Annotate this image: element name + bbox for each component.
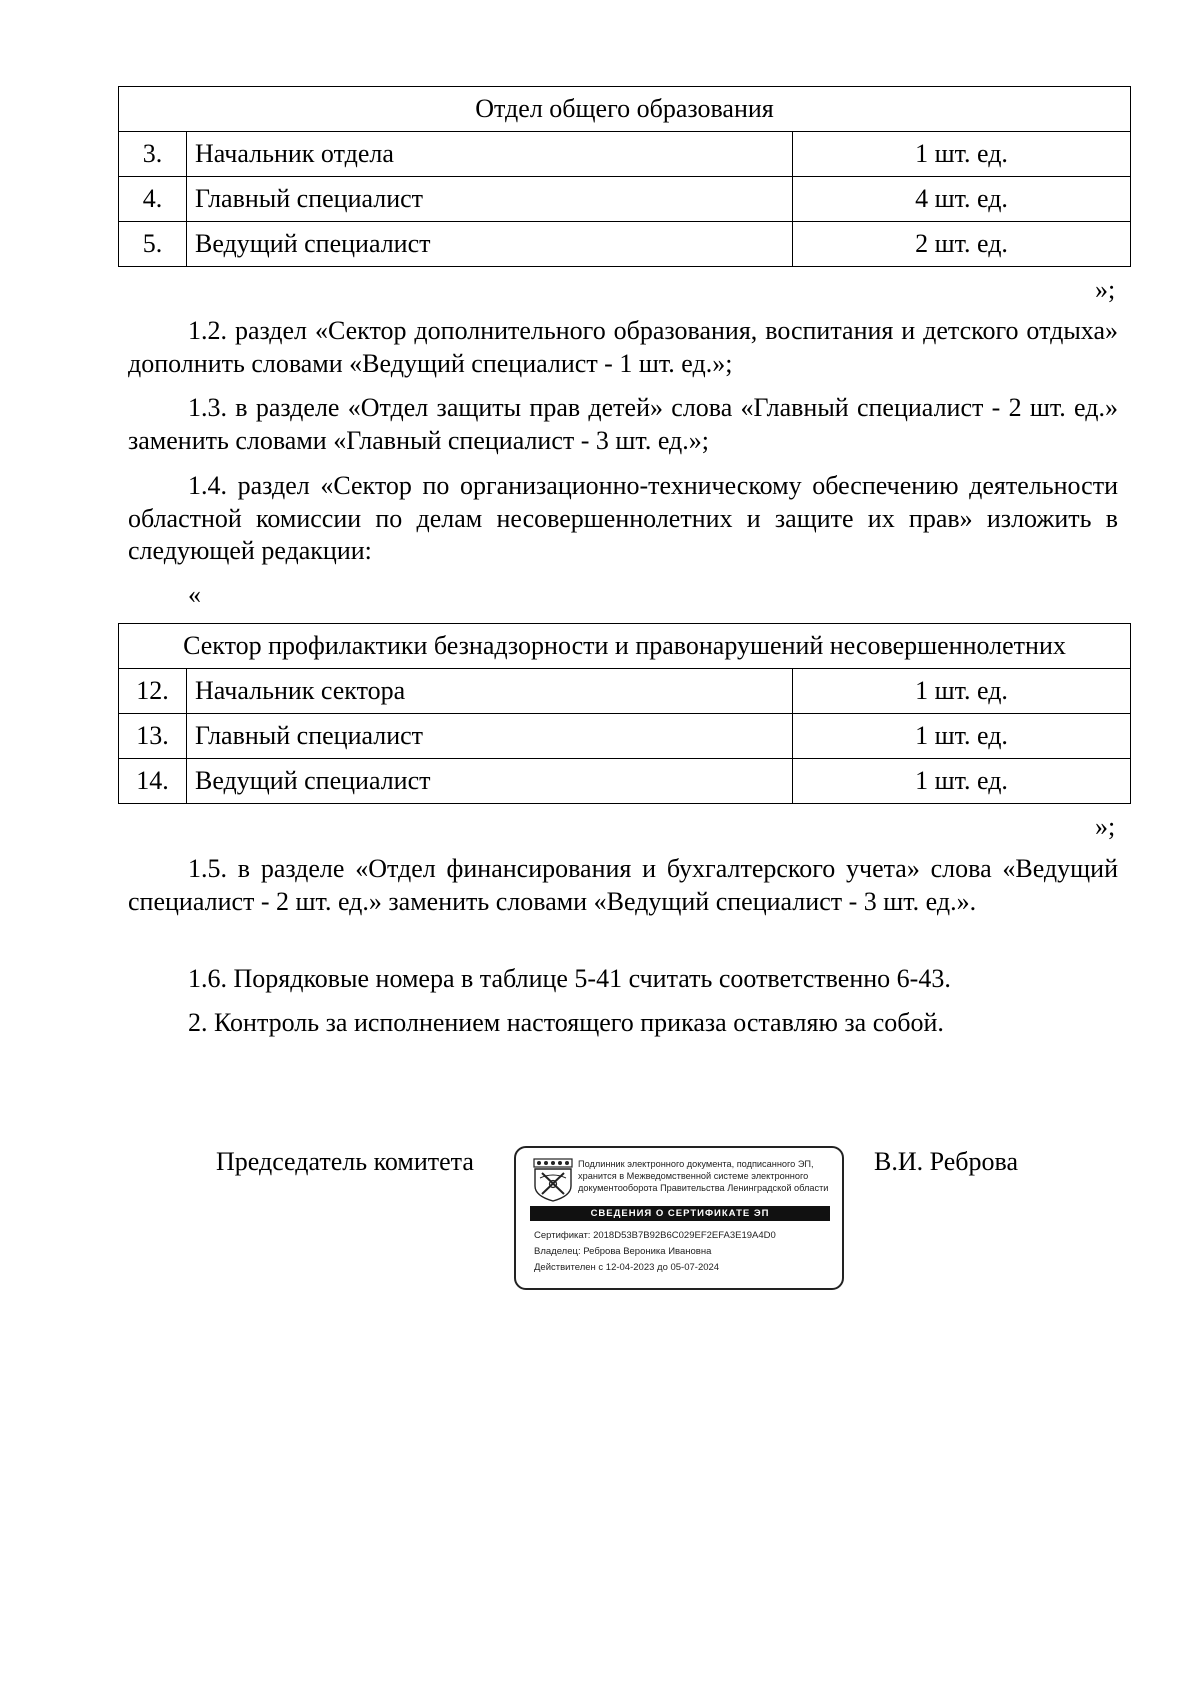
position-cell: Главный специалист (187, 714, 793, 759)
table-row (119, 132, 1131, 177)
table-row (119, 759, 1131, 804)
paragraph-1-3: 1.3. в разделе «Отдел защиты прав детей» слова «Главный специалист - 2 шт. ед.» заменить словами «Главный специалист - 3 шт. ед.»; (128, 393, 1118, 455)
row-number: 4. (119, 177, 187, 222)
electronic-signature-stamp (514, 1146, 844, 1290)
table-row (119, 714, 1131, 759)
staff-table-prevention-sector (118, 623, 1131, 804)
table-row (119, 222, 1131, 267)
paragraph-1-5: 1.5. в разделе «Отдел финансирования и бухгалтерского учета» слова «Ведущий специалист - 2 шт. ед.» заменить словами «Ведущий специалист - 3 шт. ед.». (128, 854, 1118, 916)
quantity-cell: 1 шт. ед. (793, 669, 1131, 714)
stamp-notice-line: документооборота Правительства Ленинградской области (578, 1183, 829, 1193)
paragraph-2: 2. Контроль за исполнением настоящего приказа оставляю за собой. (188, 1008, 944, 1037)
row-number: 14. (119, 759, 187, 804)
opening-quote: « (188, 580, 201, 609)
table-header-row (119, 624, 1131, 669)
quantity-cell: 1 шт. ед. (793, 714, 1131, 759)
position-cell: Главный специалист (187, 177, 793, 222)
row-number: 5. (119, 222, 187, 267)
table-row (119, 177, 1131, 222)
table-row (119, 669, 1131, 714)
quantity-cell: 1 шт. ед. (793, 759, 1131, 804)
row-number: 13. (119, 714, 187, 759)
paragraph-1-6: 1.6. Порядковые номера в таблице 5-41 считать соответственно 6-43. (188, 964, 951, 993)
paragraph-1-2: 1.2. раздел «Сектор дополнительного образования, воспитания и детского отдыха» дополнить словами «Ведущий специалист - 1 шт. ед.»; (128, 316, 1118, 378)
leningrad-oblast-emblem-icon (532, 1158, 574, 1202)
table-section-title: Отдел общего образования (119, 87, 1131, 132)
position-cell: Начальник сектора (187, 669, 793, 714)
stamp-notice (578, 1158, 840, 1194)
table-section-title: Сектор профилактики безнадзорности и правонарушений несовершеннолетних (119, 624, 1131, 669)
staff-table-general-education (118, 86, 1131, 267)
row-number: 3. (119, 132, 187, 177)
quantity-cell: 1 шт. ед. (793, 132, 1131, 177)
stamp-validity: Действителен с 12-04-2023 до 05-07-2024 (534, 1262, 720, 1273)
row-number: 12. (119, 669, 187, 714)
closing-quote: »; (1095, 275, 1116, 304)
position-cell: Начальник отдела (187, 132, 793, 177)
table-header-row (119, 87, 1131, 132)
closing-quote: »; (1095, 812, 1116, 841)
quantity-cell: 4 шт. ед. (793, 177, 1131, 222)
quantity-cell: 2 шт. ед. (793, 222, 1131, 267)
signer-name: В.И. Реброва (874, 1147, 1018, 1176)
position-cell: Ведущий специалист (187, 222, 793, 267)
paragraph-1-4: 1.4. раздел «Сектор по организационно-техническому обеспечению деятельности областной комиссии по делам несовершеннолетних и защите их прав» изложить в следующей редакции: (128, 471, 1118, 565)
position-cell: Ведущий специалист (187, 759, 793, 804)
stamp-notice-line: хранится в Межведомственной системе электронного (578, 1171, 809, 1181)
stamp-notice-line: Подлинник электронного документа, подписанного ЭП, (578, 1159, 814, 1169)
stamp-owner: Владелец: Реброва Вероника Ивановна (534, 1246, 712, 1257)
stamp-certificate-number: Сертификат: 2018D53B7B92B6C029EF2EFA3E19A4D0 (534, 1230, 776, 1241)
signer-title: Председатель комитета (216, 1147, 474, 1176)
stamp-certificate-header: СВЕДЕНИЯ О СЕРТИФИКАТЕ ЭП (530, 1206, 830, 1221)
